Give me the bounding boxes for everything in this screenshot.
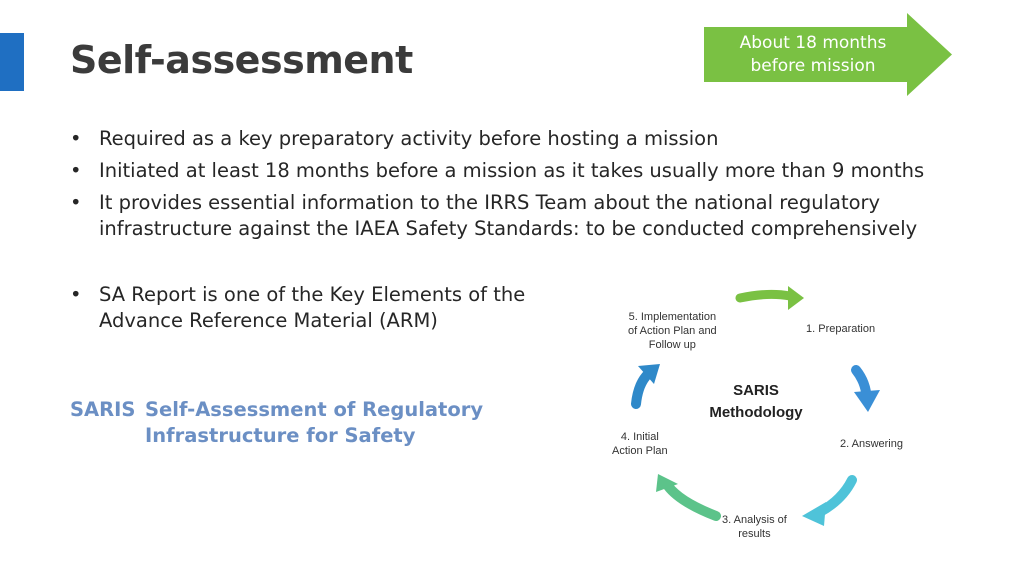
- cycle-step-1-line1: 1. Preparation: [806, 323, 876, 335]
- slide-title: Self-assessment: [70, 38, 413, 82]
- cycle-center-label: [686, 380, 826, 424]
- cycle-step-5: [628, 310, 717, 352]
- cycle-step-2-line1: 2. Answering: [840, 438, 903, 450]
- cycle-step-5-line3: Follow up: [648, 339, 696, 351]
- timing-callout-line1: About 18 months: [739, 33, 887, 53]
- cycle-arrow-bottom-right-icon: [802, 480, 852, 526]
- main-bullet-list: [70, 126, 970, 248]
- saris-abbreviation: SARIS: [70, 398, 136, 421]
- timing-callout-text: [704, 32, 922, 78]
- cycle-center-line1: SARIS: [733, 382, 779, 399]
- cycle-step-5-line2: of Action Plan and: [628, 325, 717, 337]
- cycle-arrow-right-icon: [854, 370, 880, 412]
- saris-cycle-diagram: [598, 280, 928, 550]
- cycle-step-4-line1: 4. Initial: [620, 431, 659, 443]
- cycle-step-1: [806, 322, 875, 336]
- cycle-arrow-top-icon: [740, 286, 804, 310]
- title-accent-bar: [0, 33, 24, 91]
- cycle-step-3: [722, 513, 787, 541]
- cycle-arrow-bottom-left-icon: [656, 474, 716, 516]
- saris-expansion-line1: Self-Assessment of Regulatory: [145, 398, 484, 421]
- bullet-item: • SA Report is one of the Key Elements of the Advance Reference Material (ARM): [70, 282, 530, 334]
- bullet-item: • Required as a key preparatory activity before hosting a mission: [70, 126, 970, 152]
- cycle-step-4-line2: Action Plan: [612, 445, 668, 457]
- cycle-step-2: [840, 437, 903, 451]
- saris-expansion-line2: Infrastructure for Safety: [145, 424, 416, 447]
- cycle-center-line2: Methodology: [709, 404, 803, 421]
- timing-callout-arrow: [704, 13, 952, 96]
- cycle-step-4: [612, 430, 668, 458]
- secondary-bullet-list: [70, 282, 530, 340]
- cycle-arrow-left-icon: [636, 364, 660, 404]
- cycle-step-3-line1: 3. Analysis of: [722, 514, 787, 526]
- cycle-step-5-line1: 5. Implementation: [628, 311, 717, 323]
- bullet-item: • It provides essential information to the IRRS Team about the national regulatory infrastructure against the IAEA Safety Standards: to be conducted comprehensively: [70, 190, 970, 242]
- bullet-item: • Initiated at least 18 months before a mission as it takes usually more than 9 months: [70, 158, 970, 184]
- cycle-step-3-line2: results: [738, 528, 771, 540]
- timing-callout-line2: before mission: [750, 56, 876, 76]
- saris-expansion: [145, 397, 545, 449]
